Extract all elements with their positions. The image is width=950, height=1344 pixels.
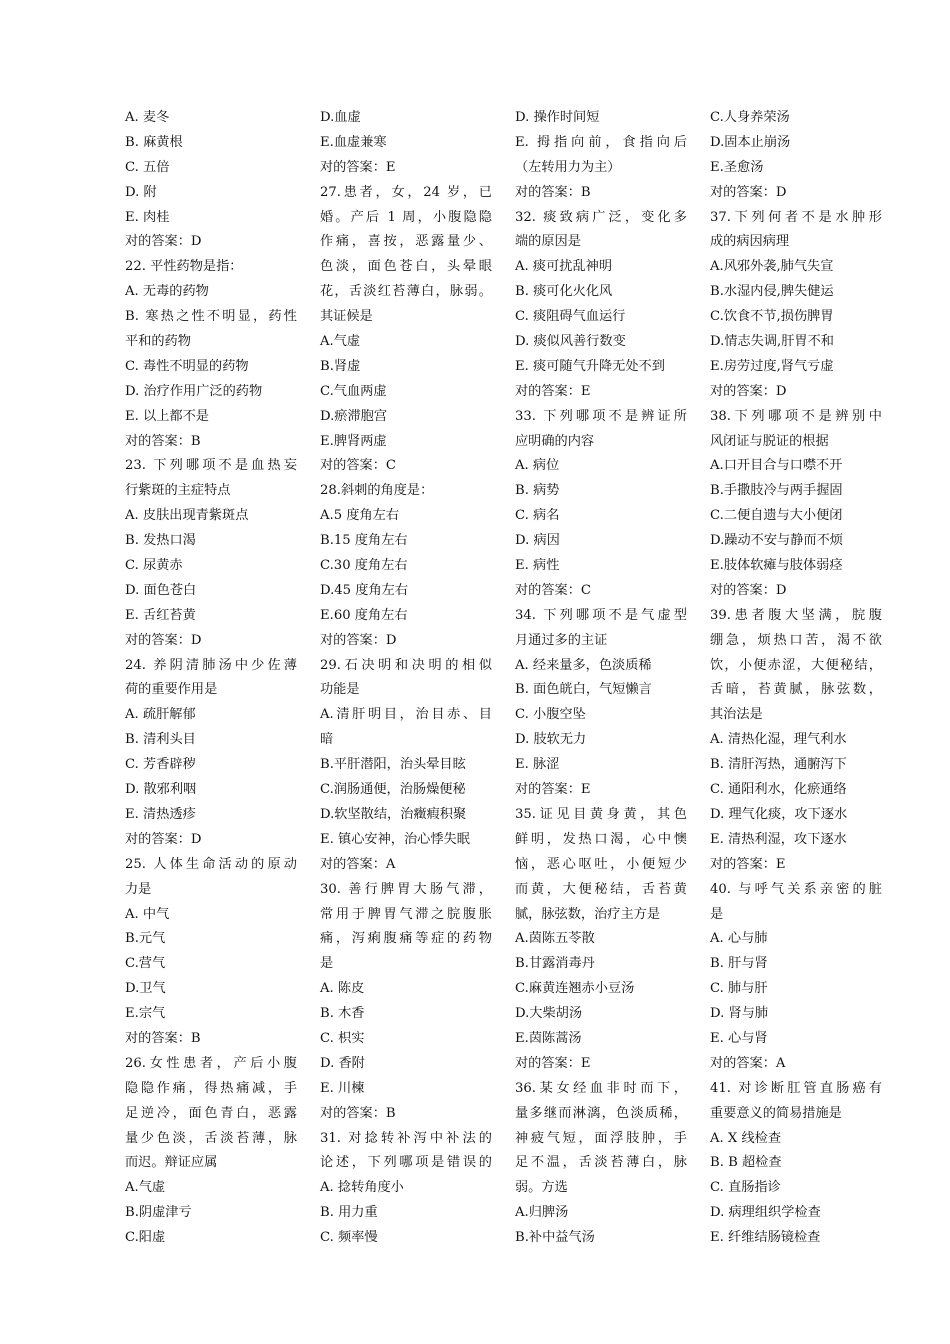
text-line: A. 清热化湿，理气利水 — [710, 732, 847, 748]
text-line: 其证候是 — [320, 309, 373, 325]
text-line: A.风邪外袭,肺气失宣 — [710, 259, 834, 275]
text-line: 对的答案：C — [320, 458, 397, 474]
text-line: D. 附 — [125, 184, 157, 200]
text-line: D.躁动不安与静而不烦 — [710, 533, 843, 549]
text-line: C. 毒性不明显的药物 — [125, 358, 249, 374]
text-line: A. 疏肝解郁 — [125, 707, 196, 723]
text-line: A. 麦冬 — [125, 110, 170, 125]
text-line: 平和的药物 — [125, 334, 191, 350]
text-line: B.肾虚 — [320, 358, 361, 374]
text-line: B. 清利头目 — [125, 732, 196, 748]
text-line: B. 木香 — [320, 1006, 365, 1022]
text-line: 对的答案：B — [515, 184, 591, 200]
text-line: E. 病性 — [515, 558, 560, 574]
text-line: C. 枳实 — [320, 1030, 365, 1046]
text-line: C.麻黄连翘赤小豆汤 — [515, 981, 635, 997]
text-line: 花，舌淡红苔薄白，脉弱。 — [320, 284, 492, 300]
text-line: D. 理气化痰，攻下逐水 — [710, 806, 848, 822]
text-line: A.茵陈五苓散 — [515, 931, 595, 947]
text-line: A. 痰可扰乱神明 — [515, 259, 613, 275]
text-line: 饮，小便赤涩，大便秘结， — [710, 657, 882, 673]
text-line: D. 香附 — [320, 1055, 365, 1071]
text-line: 27.患者，女，24 岁，已 — [320, 184, 492, 200]
text-line: D. 散邪利咽 — [125, 782, 197, 798]
text-line: C. 五倍 — [125, 159, 170, 175]
text-line: 暗 — [320, 732, 334, 748]
text-line: 对的答案：A — [710, 1055, 786, 1071]
text-line: B.阴虚津亏 — [125, 1205, 192, 1221]
text-line: 荷的重要作用是 — [125, 682, 218, 698]
text-line: 35.证见目黄身黄，其色 — [515, 806, 687, 822]
text-line: C.人身养荣汤 — [710, 110, 790, 125]
text-line: D. 肢软无力 — [515, 732, 587, 748]
text-line: C.阳虚 — [125, 1230, 166, 1246]
text-line: E.茵陈蒿汤 — [515, 1030, 582, 1046]
text-line: A. X 线检查 — [710, 1130, 782, 1146]
text-line: 足不温，舌淡苔薄白，脉 — [515, 1155, 687, 1171]
text-line: D. 面色苍白 — [125, 582, 197, 598]
text-line: C. 频率慢 — [320, 1230, 378, 1246]
text-line: B. 清肝泻热，通腑泻下 — [710, 757, 847, 773]
text-line: 对的答案：D — [125, 234, 202, 250]
text-line: B.手撒肢冷与两手握固 — [710, 483, 843, 499]
text-line: 功能是 — [320, 682, 360, 698]
text-line: E.60 度角左右 — [320, 607, 408, 623]
text-line: D.卫气 — [125, 981, 166, 997]
text-line: 弱。方选 — [515, 1180, 568, 1196]
text-line: B.补中益气汤 — [515, 1230, 595, 1246]
text-line: A. 陈皮 — [320, 981, 365, 997]
text-line: 对的答案：D — [710, 184, 787, 200]
text-line: 38.下列哪项不是辨别中 — [710, 408, 882, 424]
text-line: 对的答案：A — [320, 856, 396, 872]
text-line: 婚。产后 1 周，小腹隐隐 — [320, 209, 492, 225]
text-line: E. 肉桂 — [125, 209, 170, 225]
text-line: 36.某女经血非时而下， — [515, 1080, 687, 1096]
text-line: D.45 度角左右 — [320, 582, 409, 598]
text-line: 其治法是 — [710, 707, 763, 723]
text-line: E. 纤维结肠镜检查 — [710, 1230, 821, 1246]
text-line: 31. 对捻转补泻中补法的 — [320, 1130, 492, 1146]
text-line: 风闭证与脱证的根据 — [710, 433, 829, 449]
text-line: 重要意义的简易措施是 — [710, 1105, 842, 1121]
text-line: A. 中气 — [125, 906, 170, 922]
text-line: E.房劳过度,肾气亏虚 — [710, 358, 834, 374]
text-line: E. 脉涩 — [515, 757, 560, 773]
text-line: 隐隐作痛，得热痛减，手 — [125, 1080, 297, 1096]
text-line: C.饮食不节,损伤脾胃 — [710, 309, 834, 325]
text-line: E. 镇心安神，治心悸失眠 — [320, 831, 470, 847]
text-line: C.润肠通便，治肠燥便秘 — [320, 782, 466, 798]
text-line: B.15 度角左右 — [320, 533, 408, 549]
text-line: 应明确的内容 — [515, 433, 595, 449]
text-line: A.归脾汤 — [515, 1205, 569, 1221]
text-line: 行紫斑的主症特点 — [125, 483, 231, 499]
text-line: D.大柴胡汤 — [515, 1006, 583, 1022]
text-line: 是 — [320, 956, 334, 972]
text-line: B. 寒热之性不明显，药性 — [125, 309, 297, 325]
text-line: E.宗气 — [125, 1006, 166, 1022]
text-line: B.水湿内侵,脾失健运 — [710, 284, 834, 300]
text-line: 32. 痰致病广泛，变化多 — [515, 209, 687, 225]
text-line: B. B 超检查 — [710, 1155, 782, 1171]
text-line: D. 病理组织学检查 — [710, 1205, 821, 1221]
text-line: 成的病因病理 — [710, 234, 790, 250]
text-line: C. 病名 — [515, 508, 560, 524]
text-line: （左转用力为主） — [515, 159, 621, 175]
text-line: 39.患者腹大坚满，脘腹 — [710, 607, 882, 623]
text-line: 月通过多的主证 — [515, 632, 608, 648]
text-line: D.血虚 — [320, 110, 361, 125]
text-line: C. 痰阻碍气血运行 — [515, 309, 626, 325]
text-line: E. 以上都不是 — [125, 408, 209, 424]
text-line: 对的答案：D — [125, 831, 202, 847]
text-line: 力是 — [125, 881, 152, 897]
text-line: 对的答案：E — [320, 159, 396, 175]
text-line: C.气血两虚 — [320, 383, 387, 399]
text-line: 量多继而淋漓，色淡质稀， — [515, 1105, 687, 1121]
text-line: 25. 人体生命活动的原动 — [125, 856, 297, 872]
text-line: 而迟。辩证应属 — [125, 1155, 218, 1171]
text-line: E.血虚兼寒 — [320, 134, 387, 150]
text-line: 29.石决明和决明的相似 — [320, 657, 492, 673]
text-line: C. 尿黄赤 — [125, 558, 183, 574]
text-line: D. 治疗作用广泛的药物 — [125, 383, 263, 399]
text-column-1 — [125, 106, 297, 1251]
text-line: 痛，泻痢腹痛等症的药物 — [320, 931, 492, 947]
text-line: B. 肝与肾 — [710, 956, 768, 972]
text-line: 对的答案：B — [125, 433, 201, 449]
text-line: C. 通阳利水，化瘀通络 — [710, 782, 847, 798]
text-line: D. 肾与肺 — [710, 1006, 769, 1022]
text-line: A. 病位 — [515, 458, 560, 474]
text-line: B.元气 — [125, 931, 166, 947]
text-line: A. 经来量多，色淡质稀 — [515, 657, 652, 673]
text-line: E. 舌红苔黄 — [125, 607, 196, 623]
text-line: 量少色淡，舌淡苔薄，脉 — [125, 1130, 297, 1146]
text-line: 腻，脉弦数，治疗主方是 — [515, 906, 661, 922]
text-line: C. 肺与肝 — [710, 981, 768, 997]
text-line: B. 痰可化火化风 — [515, 284, 613, 300]
text-line: 对的答案：B — [125, 1030, 201, 1046]
text-line: C. 直肠指诊 — [710, 1180, 781, 1196]
text-line: 足逆冷，面色青白，恶露 — [125, 1105, 297, 1121]
text-line: 恼，恶心呕吐，小便短少 — [515, 856, 687, 872]
text-line: 41. 对诊断肛管直肠癌有 — [710, 1080, 882, 1096]
text-line: B. 用力重 — [320, 1205, 378, 1221]
text-line: 30. 善行脾胃大肠气滞， — [320, 881, 492, 897]
text-line: D. 操作时间短 — [515, 110, 600, 125]
text-line: 对的答案：D — [320, 632, 397, 648]
text-line: A.气虚 — [125, 1180, 166, 1196]
text-line: 40. 与呼气关系亲密的脏 — [710, 881, 882, 897]
text-line: 24. 养阴清肺汤中少佐薄 — [125, 657, 297, 673]
text-line: 22. 平性药物是指： — [125, 259, 243, 275]
text-line: B.甘露消毒丹 — [515, 956, 595, 972]
text-line: A. 心与肺 — [710, 931, 768, 947]
text-line: 色淡，面色苍白，头晕眼 — [320, 259, 492, 275]
text-line: E.脾肾两虚 — [320, 433, 387, 449]
text-line: B. 面色㿠白，气短懒言 — [515, 682, 652, 698]
text-column-4 — [710, 106, 882, 1251]
text-line: 鲜明，发热口渴，心中懊 — [515, 831, 687, 847]
text-line: E. 痰可随气升降无处不到 — [515, 358, 665, 374]
text-line: 23. 下列哪项不是血热妄 — [125, 458, 297, 474]
text-line: 33. 下列哪项不是辨证所 — [515, 408, 687, 424]
text-line: 对的答案：E — [515, 383, 591, 399]
text-column-2 — [320, 106, 492, 1251]
text-line: 舌暗，苔黄腻，脉弦数， — [710, 682, 882, 698]
text-line: D. 病因 — [515, 533, 560, 549]
text-line: B. 病势 — [515, 483, 560, 499]
text-line: 对的答案：C — [515, 582, 592, 598]
text-line: 对的答案：E — [515, 1055, 591, 1071]
text-line: A.清肝明目，治目赤、目 — [320, 707, 492, 723]
text-line: E. 清热透疹 — [125, 806, 196, 822]
text-column-3 — [515, 106, 687, 1251]
text-line: 26.女性患者，产后小腹 — [125, 1055, 297, 1071]
text-line: B. 发热口渴 — [125, 533, 196, 549]
text-line: 绷急，烦热口苦，渴不欲 — [710, 632, 882, 648]
text-line: 对的答案：B — [320, 1105, 396, 1121]
text-line: 论述，下列哪项是错误的 — [320, 1155, 492, 1171]
text-line: 34. 下列哪项不是气虚型 — [515, 607, 687, 623]
text-line: A.气虚 — [320, 334, 361, 350]
text-line: C.30 度角左右 — [320, 558, 408, 574]
text-line: A. 捻转角度小 — [320, 1180, 404, 1196]
text-line: A. 皮肤出现青紫斑点 — [125, 508, 249, 524]
text-line: C. 芳香辟秽 — [125, 757, 196, 773]
text-line: E. 心与肾 — [710, 1030, 768, 1046]
text-line: D.软坚散结，治癥瘕积聚 — [320, 806, 467, 822]
text-line: E. 清热利湿，攻下逐水 — [710, 831, 847, 847]
text-line: E.圣愈汤 — [710, 159, 764, 175]
text-line: 是 — [710, 906, 724, 922]
text-line: A.5 度角左右 — [320, 508, 400, 524]
text-line: 对的答案：D — [710, 582, 787, 598]
text-line: 37.下列何者不是水肿形 — [710, 209, 882, 225]
text-line: D.瘀滞胞宫 — [320, 408, 388, 424]
text-line: A.口开目合与口噤不开 — [710, 458, 843, 474]
text-line: E.肢体软瘫与肢体弱痉 — [710, 558, 843, 574]
text-line: D.固本止崩汤 — [710, 134, 791, 150]
text-line: 28.斜刺的角度是： — [320, 483, 434, 499]
text-line: E. 拇指向前，食指向后 — [515, 134, 687, 150]
text-line: 作痛，喜按，恶露量少、 — [320, 234, 492, 250]
text-line: C. 小腹空坠 — [515, 707, 586, 723]
text-line: 而黄，大便秘结，舌苔黄 — [515, 881, 687, 897]
text-line: 对的答案：D — [125, 632, 202, 648]
text-line: 对的答案：D — [710, 383, 787, 399]
text-line: 端的原因是 — [515, 234, 581, 250]
text-line: 神疲气短，面浮肢肿，手 — [515, 1130, 687, 1146]
text-line: C.二便自遗与大小便闭 — [710, 508, 843, 524]
text-line: C.营气 — [125, 956, 166, 972]
text-line: 对的答案：E — [710, 856, 786, 872]
text-line: B.平肝潜阳，治头晕目眩 — [320, 757, 466, 773]
text-line: 常用于脾胃气滞之脘腹胀 — [320, 906, 492, 922]
text-line: D.情志失调,肝胃不和 — [710, 334, 834, 350]
text-line: B. 麻黄根 — [125, 134, 183, 150]
text-line: E. 川楝 — [320, 1080, 365, 1096]
text-line: 对的答案：E — [515, 782, 591, 798]
text-line: A. 无毒的药物 — [125, 284, 209, 300]
text-line: D. 痰似风善行数变 — [515, 334, 626, 350]
